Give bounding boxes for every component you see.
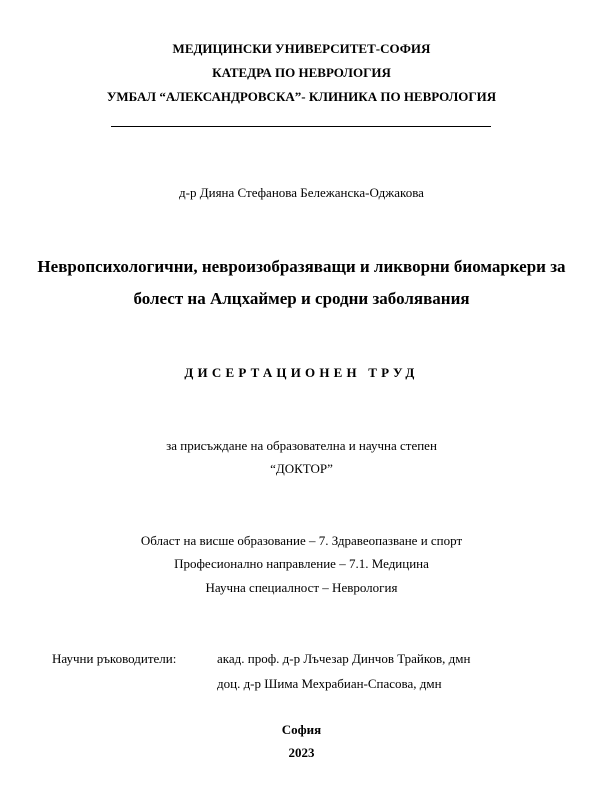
field-area: Област на висше образование – 7. Здравеопазване и спорт [140,533,463,548]
field-direction: Професионално направление – 7.1. Медицина [174,556,429,571]
degree-name: “ДОКТОР” [270,461,333,476]
department-name: КАТЕДРА ПО НЕВРОЛОГИЯ [212,65,391,80]
document-type: ДИСЕРТАЦИОНЕН ТРУД [184,365,419,380]
university-name: МЕДИЦИНСКИ УНИВЕРСИТЕТ-СОФИЯ [172,41,431,56]
dissertation-title-line2: болест на Алцхаймер и сродни заболявания [133,289,470,308]
year: 2023 [288,745,315,760]
field-specialty: Научна специалност – Неврология [205,580,398,595]
supervisor-2: доц. д-р Шима Мехрабиан-Спасова, дмн [217,676,442,691]
dissertation-title-line1: Невропсихологични, невроизобразяващи и ликворни биомаркери за [37,257,566,276]
supervisors-label: Научни ръководители: [52,651,177,666]
header-divider [111,126,491,127]
supervisor-1: акад. проф. д-р Лъчезар Динчов Трайков, дмн [217,651,471,666]
author-name: д-р Дияна Стефанова Бележанска-Оджакова [179,185,424,200]
clinic-name: УМБАЛ “АЛЕКСАНДРОВСКА”- КЛИНИКА ПО НЕВРОЛОГИЯ [106,89,497,104]
degree-purpose: за присъждане на образователна и научна степен [166,438,437,453]
city: София [281,722,322,737]
